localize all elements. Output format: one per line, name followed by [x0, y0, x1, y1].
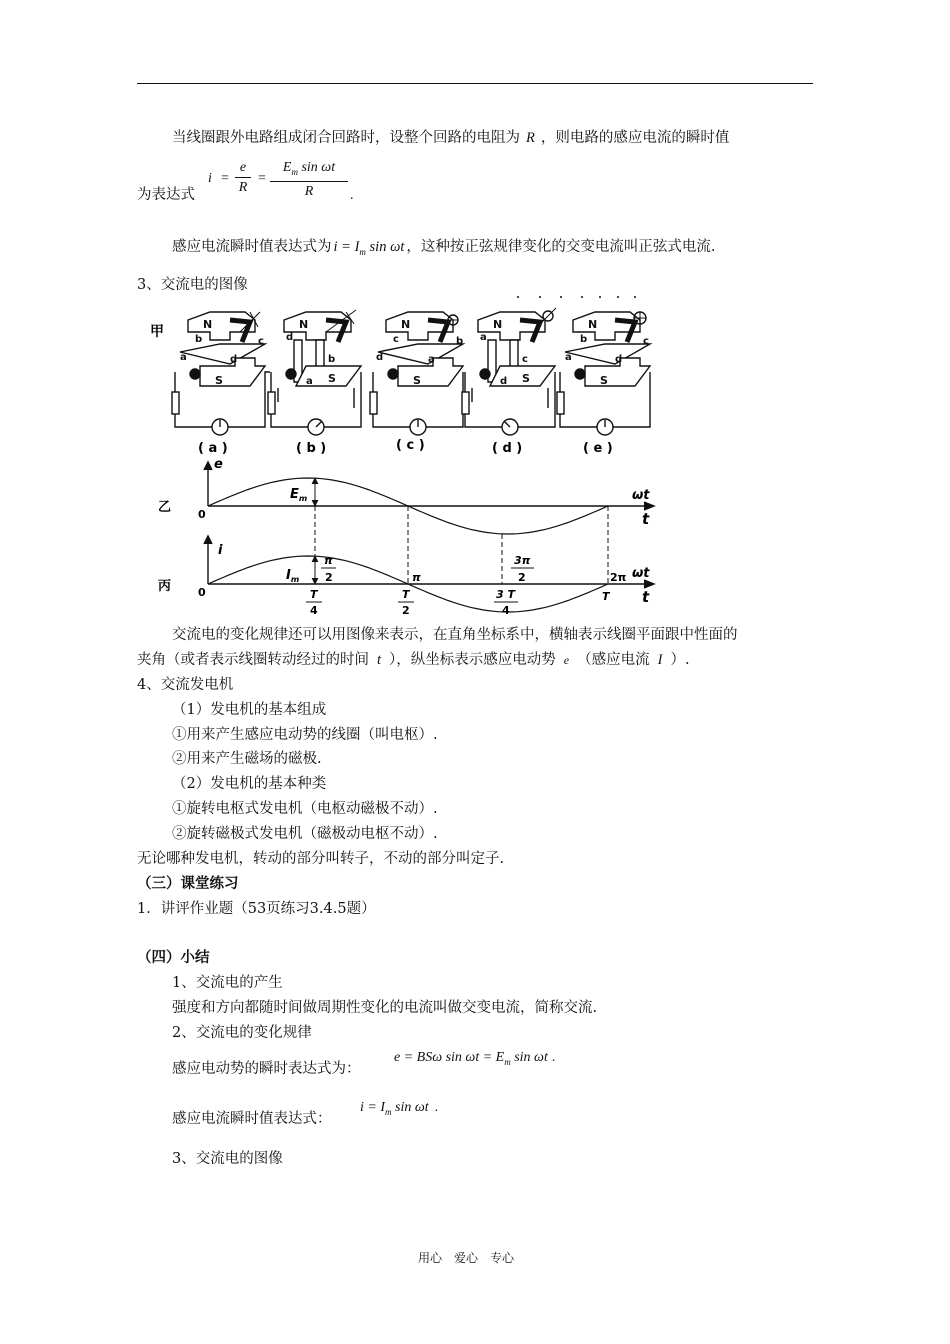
label-Em: $E_m$: [290, 487, 308, 503]
summary-s2: 2、交流电的变化规律: [172, 1025, 312, 1041]
p3-line1: 交流电的变化规律还可以用图像来表示，在直角坐标系中，横轴表示线圈平面跟中性面的: [172, 627, 738, 643]
magnet-s: S: [328, 372, 336, 385]
summary-cur-label: 感应电流瞬时值表达式：: [172, 1111, 332, 1127]
panel-c-label: ( c ): [396, 438, 425, 453]
magnet-n: N: [493, 318, 503, 331]
magnet-n: N: [299, 318, 309, 331]
magnet-n: N: [588, 318, 598, 331]
panel-e-label: ( e ): [583, 441, 613, 456]
magnet-s: S: [522, 372, 530, 385]
p2-line: 感应电流瞬时值表达式为 $i = I_m$ sin ωt ，这种按正弦规律变化的交变电流叫正弦式电流.: [172, 239, 716, 257]
label-Im: $I_m$: [286, 568, 300, 584]
panel-e: [557, 312, 650, 435]
tick-pi-half-den: 2: [325, 571, 333, 584]
exercise-item: 1．讲评作业题（53页练习3.4.5题）: [137, 901, 376, 917]
panel-b-label: ( b ): [296, 441, 327, 456]
panel-d: [462, 308, 556, 435]
sec4-s1: （1）发电机的基本组成: [172, 702, 327, 718]
summary-emf-label: 感应电动势的瞬时表达式为：: [172, 1061, 361, 1077]
ac-generator-figure: [140, 292, 700, 617]
summary-s1: 1、交流电的产生: [172, 975, 283, 991]
axis-wt-current: ωt: [632, 566, 650, 581]
label-d: d: [500, 376, 508, 387]
summary-title: （四）小结: [137, 949, 210, 966]
tick-3pi-den: 2: [518, 571, 526, 584]
label-c: c: [522, 354, 528, 365]
label-a: a: [180, 352, 187, 363]
label-a: a: [306, 376, 313, 387]
p1-line2-label: 为表达式: [137, 187, 195, 203]
panel-a: [172, 312, 270, 435]
formula-frac2: $E_m$ sin ωt R: [270, 160, 348, 200]
label-b: b: [456, 336, 464, 347]
graph-emf: [204, 462, 654, 584]
exercise-title: （三）课堂练习: [137, 875, 239, 892]
row-label-yi: 乙: [158, 500, 172, 515]
axis-i: i: [218, 543, 223, 558]
panel-c: [370, 312, 463, 435]
axis-wt-emf: ωt: [632, 488, 650, 503]
tick-T4-den: 4: [310, 604, 318, 617]
formula-frac1: [235, 160, 251, 196]
formula-eq1: =: [221, 171, 229, 186]
tick-pi-half-num: π: [324, 554, 333, 567]
label-c: c: [258, 336, 264, 347]
label-d: d: [615, 354, 623, 365]
frac1-num: e: [239, 160, 247, 175]
page-footer: 用心 爱心 专心: [418, 1251, 515, 1265]
dot-marks: [517, 296, 636, 298]
section-4-title: 4、交流发电机: [137, 677, 234, 693]
tick-3T4-num: 3 T: [496, 588, 515, 601]
sec4-s2a: ①旋转电枢式发电机（电枢动磁极不动）.: [172, 801, 438, 817]
axis-t-current: t: [642, 588, 650, 606]
header-rule: [137, 83, 813, 84]
label-b: b: [195, 334, 203, 345]
tick-T2-num: T: [402, 588, 410, 601]
tick-3pi-num: 3π: [514, 554, 531, 567]
tick-T4-num: T: [310, 588, 318, 601]
p1-line1: 当线圈跟外电路组成闭合回路时，设整个回路的电阻为 R ，则电路的感应电流的瞬时值: [172, 130, 730, 146]
magnet-n: N: [203, 318, 213, 331]
panel-b: [268, 310, 361, 435]
tick-pi: π: [412, 571, 421, 584]
summary-s3: 3、交流电的图像: [172, 1151, 283, 1167]
row-label-bing: 丙: [158, 579, 172, 594]
axis-t-emf: t: [642, 510, 650, 528]
p3-line2: 夹角（或者表示线圈转动经过的时间 t ），纵坐标表示感应电动势 e （感应电流 I ）.: [137, 652, 690, 668]
graph-current: [204, 536, 654, 612]
tick-T: T: [602, 590, 610, 603]
summary-cur-formula: $i = I_m$ sin ωt .: [360, 1100, 439, 1117]
magnet-s: S: [600, 374, 608, 387]
panel-a-label: ( a ): [198, 441, 228, 456]
label-d: d: [286, 332, 294, 343]
formula-end: .: [350, 188, 354, 203]
formula-eq2: =: [258, 171, 266, 186]
sec4-s2b: ②旋转磁极式发电机（磁极动电枢不动）.: [172, 826, 438, 842]
label-a: a: [428, 354, 435, 365]
section-3-title: 3、交流电的图像: [137, 277, 248, 293]
sec4-s3: 无论哪种发电机，转动的部分叫转子，不动的部分叫定子.: [137, 851, 505, 867]
magnet-s: S: [215, 374, 223, 387]
label-d: d: [230, 354, 238, 365]
magnet-s: S: [413, 374, 421, 387]
origin-current: 0: [198, 586, 206, 599]
tick-2pi: 2π: [610, 571, 627, 584]
label-b: b: [580, 334, 588, 345]
label-b: b: [328, 354, 336, 365]
row-label-jia: 甲: [150, 324, 164, 340]
summary-emf-formula: e = BSω $\sin \omega t = E_m$ sin ωt .: [394, 1050, 556, 1067]
label-c: c: [643, 336, 649, 347]
sec4-s1b: ②用来产生磁场的磁极.: [172, 751, 322, 767]
label-d: d: [376, 352, 384, 363]
sec4-s1a: ①用来产生感应电动势的线圈（叫电枢）.: [172, 727, 438, 743]
origin-emf: 0: [198, 508, 206, 521]
axis-e: e: [214, 457, 223, 472]
tick-T2-den: 2: [402, 604, 410, 617]
tick-3T4-den: 4: [502, 604, 510, 617]
label-a: a: [480, 332, 487, 343]
sec4-s2: （2）发电机的基本种类: [172, 776, 327, 792]
frac2-den: R: [304, 183, 314, 199]
magnet-n: N: [401, 318, 411, 331]
summary-s1-text: 强度和方向都随时间做周期性变化的电流叫做交变电流，简称交流.: [172, 1000, 598, 1016]
label-a: a: [565, 352, 572, 363]
frac1-den: R: [238, 180, 248, 195]
label-c: c: [393, 334, 399, 345]
formula-i: i: [208, 171, 212, 186]
panel-d-label: ( d ): [492, 441, 523, 456]
